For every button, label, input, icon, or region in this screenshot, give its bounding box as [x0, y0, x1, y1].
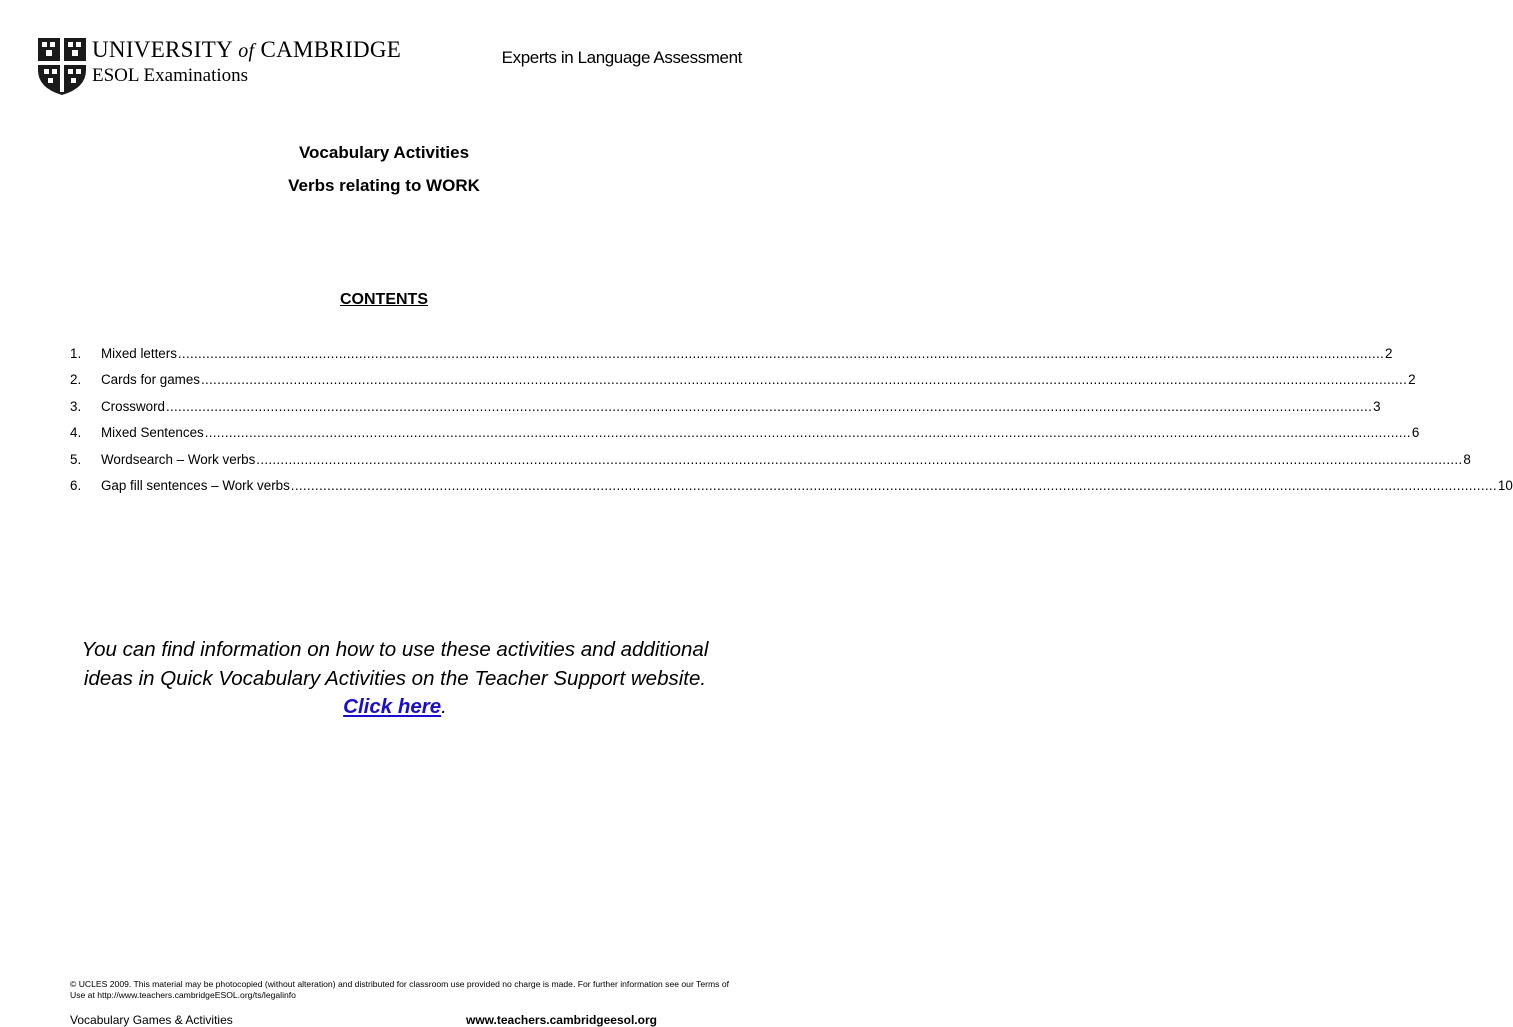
toc-item[interactable]	[70, 425, 1420, 451]
table-of-contents	[70, 346, 1513, 504]
info-line-1: You can find information on how to use these activities and additional	[81, 638, 709, 661]
toc-item[interactable]	[70, 346, 1393, 372]
doc-subtitle: Verbs relating to WORK	[288, 176, 480, 195]
toc-item-title: Mixed letters	[101, 346, 177, 361]
toc-item-page: 10	[1497, 477, 1513, 493]
toc-item-number: 2.	[70, 372, 82, 388]
toc-item-page: 3	[1373, 398, 1381, 414]
info-period: .	[441, 695, 447, 718]
toc-item[interactable]	[70, 398, 1381, 425]
toc-item-title: Mixed Sentences	[101, 425, 204, 441]
toc-leader-dots: ............................................................................................................................................................................................................................................................................................................	[200, 372, 1408, 388]
toc-item-number: 6.	[70, 477, 82, 493]
toc-leader-dots: ............................................................................................................................................................................................................................................................................................................	[256, 451, 1463, 467]
toc-item[interactable]	[70, 372, 1416, 398]
toc-item-title: Cards for games	[101, 372, 200, 388]
toc-item-number: 4.	[70, 425, 82, 441]
university-name: UNIVERSITY of CAMBRIDGE	[92, 37, 402, 62]
toc-item[interactable]	[70, 451, 1471, 478]
tagline: Experts in Language Assessment	[501, 48, 742, 67]
footer-left-text: Vocabulary Games & Activities	[70, 1013, 233, 1027]
toc-item-number: 3.	[70, 398, 82, 414]
esol-examinations: ESOL Examinations	[92, 65, 249, 86]
toc-leader-dots: ............................................................................................................................................................................................................................................................................................................	[290, 477, 1497, 493]
toc-item-title: Crossword	[101, 398, 165, 414]
doc-title: Vocabulary Activities	[298, 143, 470, 162]
toc-leader-dots: ............................................................................................................................................................................................................................................................................................................	[177, 346, 1385, 361]
university-logo	[36, 36, 402, 98]
toc-leader-dots: ............................................................................................................................................................................................................................................................................................................	[204, 425, 1411, 441]
copyright-notice: © UCLES 2009. This material may be photocopied (without alteration) and distributed for classroom use provided no charge is made. For further information see our Terms of Use at http://www.teachers.cambridgeESOL.org/ts/legalinfo	[70, 979, 729, 1000]
click-here-link[interactable]: Click here	[343, 695, 442, 718]
toc-item-page: 2	[1385, 346, 1393, 361]
toc-item-page: 6	[1411, 425, 1420, 441]
info-line-2: ideas in Quick Vocabulary Activities on the Teacher Support website.	[83, 666, 707, 690]
toc-item-number: 1.	[70, 346, 82, 361]
footer-website[interactable]: www.teachers.cambridgeesol.org	[466, 1013, 657, 1027]
toc-leader-dots: ............................................................................................................................................................................................................................................................................................................	[166, 398, 1373, 414]
cambridge-crest-icon	[36, 36, 88, 96]
toc-item-number: 5.	[70, 451, 82, 467]
toc-item-page: 2	[1408, 372, 1416, 388]
info-paragraph	[60, 636, 730, 722]
toc-item-title: Gap fill sentences – Work verbs	[101, 477, 290, 493]
contents-heading: CONTENTS	[340, 291, 428, 308]
toc-item-page: 8	[1463, 451, 1471, 467]
toc-item[interactable]	[70, 477, 1513, 504]
toc-item-title: Wordsearch – Work verbs	[101, 451, 256, 467]
